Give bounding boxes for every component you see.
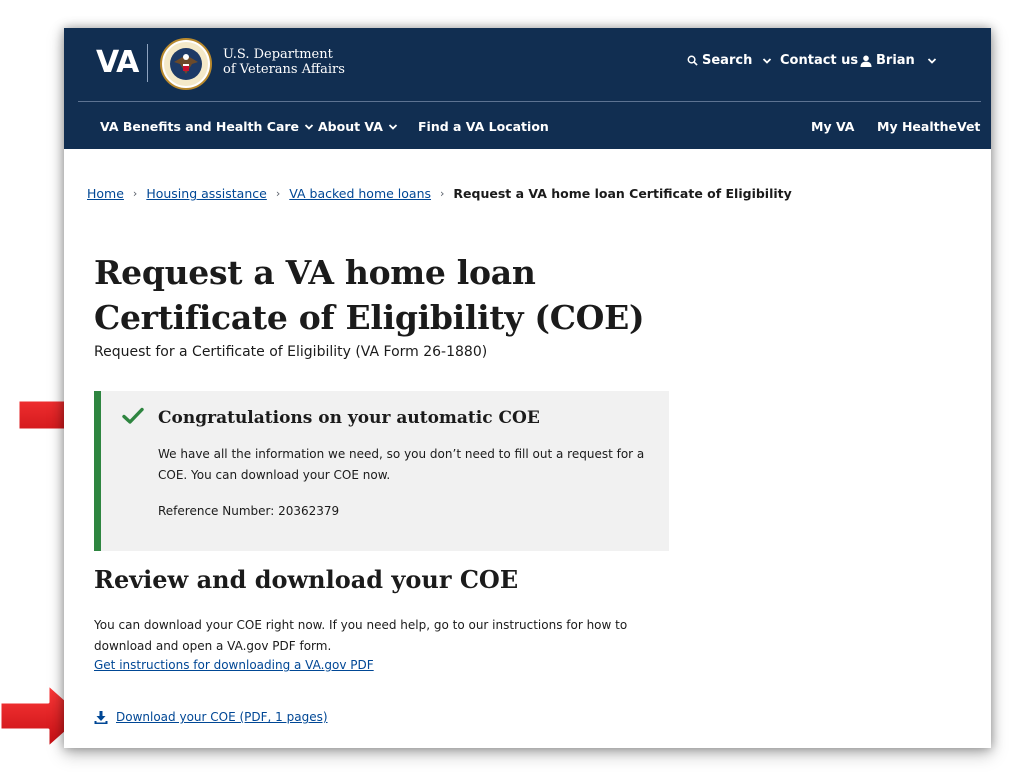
- success-alert: [94, 391, 669, 551]
- search-button[interactable]: Search: [687, 53, 772, 68]
- chevron-down-icon: [304, 123, 314, 131]
- review-text: You can download your COE right now. If you need help, go to our instructions for how to download and open a VA.gov PDF form.: [94, 618, 628, 653]
- nav-about-menu[interactable]: About VA: [318, 119, 398, 134]
- breadcrumb-separator: ›: [440, 187, 445, 200]
- review-heading: Review and download your COE: [94, 565, 519, 594]
- nav-find-location[interactable]: Find a VA Location: [418, 119, 549, 134]
- pdf-instructions-link[interactable]: Get instructions for downloading a VA.gov PDF: [94, 658, 374, 672]
- alert-title: Congratulations on your automatic COE: [158, 408, 540, 428]
- page-title: Request a VA home loan Certificate of Eligibility (COE): [94, 253, 645, 337]
- alert-body: We have all the information we need, so you don’t need to fill out a request for a COE. You can download your COE now.: [158, 447, 645, 482]
- header-divider: [78, 101, 981, 102]
- breadcrumb-separator: ›: [132, 187, 138, 200]
- checkmark-icon: [122, 407, 144, 425]
- nav-my-healthevet[interactable]: My HealtheVet: [877, 119, 981, 134]
- breadcrumb-housing-assistance[interactable]: Housing assistance: [146, 186, 267, 201]
- chevron-down-icon: [762, 57, 772, 65]
- browser-page: [64, 28, 991, 748]
- download-coe-link[interactable]: Download your COE (PDF, 1 pages): [94, 710, 328, 724]
- logo-divider: [147, 44, 148, 82]
- page-subtitle: Request for a Certificate of Eligibility (VA Form 26-1880): [94, 344, 488, 360]
- va-logo[interactable]: VA: [96, 45, 139, 80]
- user-menu-button[interactable]: Brian: [860, 53, 937, 68]
- chevron-down-icon: [927, 57, 937, 65]
- department-name: U.S. Department of Veterans Affairs: [223, 47, 345, 77]
- breadcrumb-home[interactable]: Home: [87, 186, 124, 201]
- chevron-down-icon: [388, 123, 398, 131]
- download-icon: [94, 711, 108, 724]
- site-header: [64, 28, 991, 149]
- search-icon: [687, 55, 698, 66]
- nav-my-va[interactable]: My VA: [811, 119, 855, 134]
- breadcrumb: [87, 186, 792, 201]
- contact-us-link[interactable]: Contact us: [780, 53, 859, 68]
- breadcrumb-va-backed-home-loans[interactable]: VA backed home loans: [289, 186, 432, 201]
- reference-number: Reference Number: 20362379: [158, 504, 340, 518]
- va-seal-icon[interactable]: [160, 38, 212, 90]
- breadcrumb-current: Request a VA home loan Certificate of Eligibility: [453, 186, 792, 201]
- nav-benefits-menu[interactable]: VA Benefits and Health Care: [100, 119, 314, 134]
- user-icon: [860, 55, 872, 67]
- breadcrumb-separator: ›: [275, 187, 281, 200]
